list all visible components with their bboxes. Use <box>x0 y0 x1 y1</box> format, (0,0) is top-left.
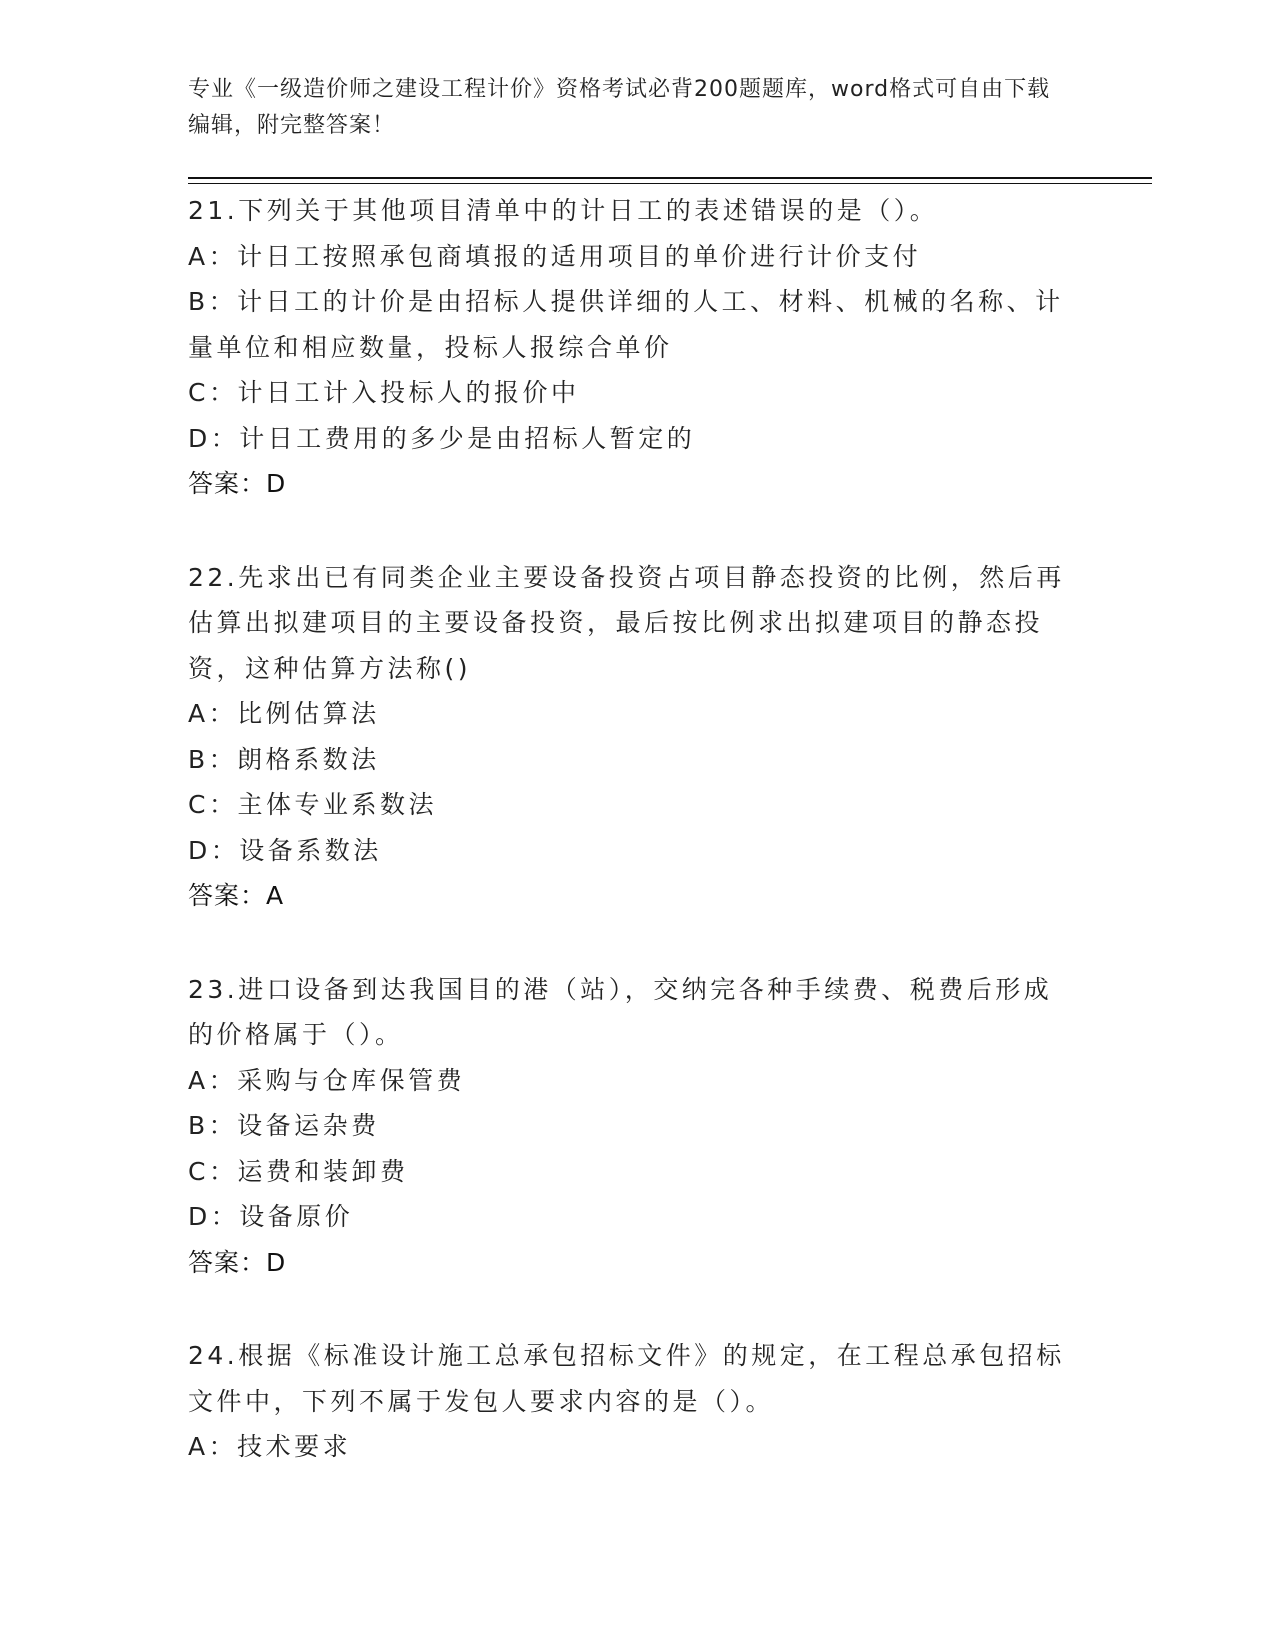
answer-value: D <box>266 1247 287 1277</box>
answer-label: 答案： <box>188 881 267 910</box>
option-c: C：计日工计入投标人的报价中 <box>188 378 580 407</box>
option-a: A：比例估算法 <box>188 699 380 728</box>
answer-label: 答案： <box>188 1247 267 1277</box>
header-rule-thick <box>188 177 1152 179</box>
question-23 <box>188 967 1088 1286</box>
option-b: B：设备运杂费 <box>188 1111 380 1140</box>
question-22 <box>188 555 1088 919</box>
option-a: A：计日工按照承包商填报的适用项目的单价进行计价支付 <box>188 241 922 271</box>
question-21 <box>188 188 1088 507</box>
answer-value: D <box>266 469 287 498</box>
header-rule-thin <box>188 183 1152 184</box>
question-stem-continued: 估算出拟建项目的主要设备投资，最后按比例求出拟建项目的静态投 <box>188 608 1044 637</box>
answer-line <box>188 873 1088 919</box>
question-stem: 24.根据《标准设计施工总承包招标文件》的规定，在工程总承包招标 <box>188 1341 1065 1370</box>
answer-label: 答案： <box>188 469 267 498</box>
question-stem-continued: 资，这种估算方法称() <box>188 653 472 683</box>
question-stem: 22.先求出已有同类企业主要设备投资占项目静态投资的比例，然后再 <box>188 562 1065 592</box>
answer-value: A <box>266 881 285 910</box>
document-header: 专业《一级造价师之建设工程计价》资格考试必背200题题库，word格式可自由下载编辑，附完整答案！ <box>188 77 1051 138</box>
option-a: A：采购与仓库保管费 <box>188 1065 466 1095</box>
option-c: C：主体专业系数法 <box>188 790 437 819</box>
answer-line <box>188 461 1088 507</box>
question-list <box>188 188 1088 1470</box>
question-stem-continued: 文件中，下列不属于发包人要求内容的是（）。 <box>188 1386 775 1416</box>
option-b: B：计日工的计价是由招标人提供详细的人工、材料、机械的名称、计 <box>188 287 1064 316</box>
option-d: D：设备原价 <box>188 1202 354 1231</box>
question-24 <box>188 1333 1088 1470</box>
option-d: D：设备系数法 <box>188 835 382 865</box>
option-b-continued: 量单位和相应数量，投标人报综合单价 <box>188 332 673 362</box>
option-d: D：计日工费用的多少是由招标人暂定的 <box>188 423 696 453</box>
question-stem: 21.下列关于其他项目清单中的计日工的表述错误的是（）。 <box>188 196 939 225</box>
answer-line <box>188 1240 1088 1286</box>
option-b: B：朗格系数法 <box>188 744 380 774</box>
question-stem: 23.进口设备到达我国目的港（站），交纳完各种手续费、税费后形成 <box>188 974 1053 1004</box>
question-stem-continued: 的价格属于（）。 <box>188 1020 404 1049</box>
option-a: A：技术要求 <box>188 1432 352 1461</box>
option-c: C：运费和装卸费 <box>188 1156 409 1186</box>
